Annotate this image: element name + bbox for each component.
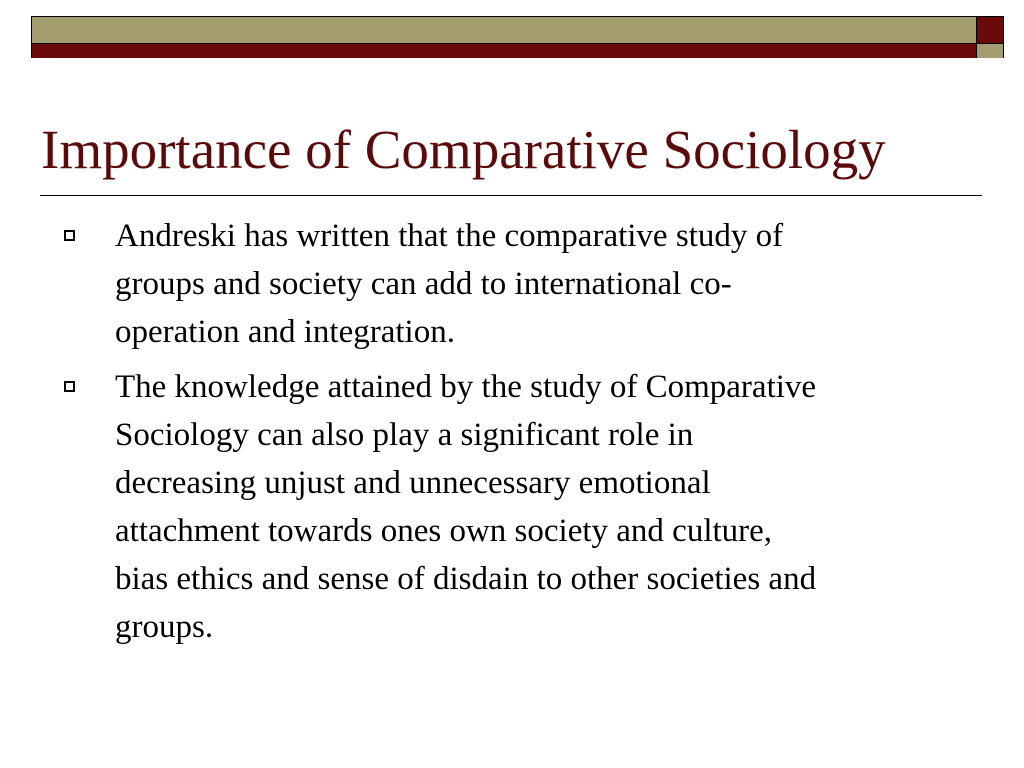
bullet-item	[0, 212, 1024, 356]
header-decoration-bar	[31, 16, 977, 58]
header-olive-band	[32, 17, 976, 44]
header-corner-block	[977, 16, 1004, 58]
corner-olive-square	[977, 44, 1003, 58]
bullet-line: attachment towards ones own society and culture,	[115, 513, 773, 549]
bullet-line: The knowledge attained by the study of Comparative	[115, 369, 817, 405]
bullet-line: bias ethics and sense of disdain to other societies and	[115, 561, 817, 597]
bullet-line: groups.	[115, 609, 214, 645]
bullet-line: Andreski has written that the comparative study of	[115, 218, 784, 254]
hollow-square-icon	[64, 381, 75, 392]
bullet-line: Sociology can also play a significant role in	[115, 417, 694, 453]
hollow-square-icon	[64, 230, 75, 241]
corner-maroon-square	[977, 17, 1003, 44]
bullet-list	[0, 212, 1024, 658]
bullet-line: decreasing unjust and unnecessary emotional	[115, 465, 711, 501]
bullet-line: groups and society can add to international co-	[115, 266, 732, 302]
header-maroon-band	[32, 44, 976, 58]
bullet-item	[0, 363, 1024, 651]
slide-title: Importance of Comparative Sociology	[41, 119, 886, 180]
bullet-line: operation and integration.	[115, 314, 455, 350]
title-divider	[40, 195, 982, 196]
